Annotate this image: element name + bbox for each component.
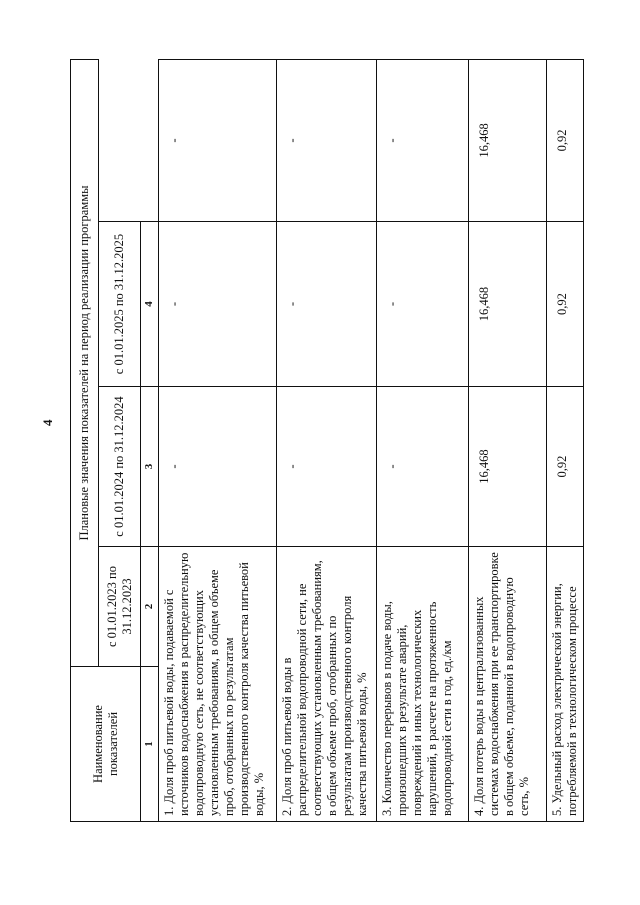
row-name: 2. Доля проб питьевой воды в распределительной водопроводной сети, не соответствующих установленным требованиям, в общем объеме проб, отобранных по результатам производственного контроля качества питьевой воды, %	[277, 547, 377, 822]
page-number: 4	[40, 419, 55, 426]
table-row	[547, 59, 584, 821]
col-number-3: 3	[141, 387, 159, 547]
row-value: -	[277, 387, 377, 547]
row-value: 16,468	[469, 59, 547, 221]
row-value: -	[277, 59, 377, 221]
row-value: -	[159, 387, 277, 547]
indicators-table	[70, 59, 584, 822]
table-row	[159, 59, 277, 821]
col-number-1: 1	[141, 667, 159, 822]
table-row	[469, 59, 547, 821]
row-value: 0,92	[547, 59, 584, 221]
period-2023: с 01.01.2023 по 31.12.2023	[99, 547, 141, 667]
col-number-2: 2	[141, 547, 159, 667]
row-value: -	[377, 59, 469, 221]
row-value: 16,468	[469, 387, 547, 547]
row-value: 0,92	[547, 222, 584, 387]
header-plan: Плановые значения показателей на период реализации программы	[71, 59, 99, 666]
row-value: -	[159, 59, 277, 221]
period-2025: с 01.01.2025 по 31.12.2025	[99, 222, 141, 387]
indicators-table-wrapper	[70, 60, 580, 822]
row-value: -	[377, 222, 469, 387]
row-value: 16,468	[469, 222, 547, 387]
row-value: -	[277, 222, 377, 387]
row-value: 0,92	[547, 387, 584, 547]
table-row	[277, 59, 377, 821]
col-number-4: 4	[141, 222, 159, 387]
row-name: 3. Количество перерывов в подаче воды, произошедших в результате аварий, повреждений и иных технологических нарушений, в расчете на протяженность водопроводной сети в год, ед./км	[377, 547, 469, 822]
row-value: -	[377, 387, 469, 547]
header-name: Наименование показателей	[71, 667, 141, 822]
table-row	[377, 59, 469, 821]
row-value: -	[159, 222, 277, 387]
row-name: 1. Доля проб питьевой воды, подаваемой с источников водоснабжения в распределительную водопроводную сеть, не соответствующих установленным требованиям, в общем объеме проб, отобранных по результатам производственного контроля качества питьевой воды, %	[159, 547, 277, 822]
row-name: 5. Удельный расход электрической энергии, потребляемой в технологическом процессе	[547, 547, 584, 822]
row-name: 4. Доля потерь воды в централизованных системах водоснабжения при ее транспортировке в общем объеме, поданной в водопроводную сеть, %	[469, 547, 547, 822]
period-2024: с 01.01.2024 по 31.12.2024	[99, 387, 141, 547]
